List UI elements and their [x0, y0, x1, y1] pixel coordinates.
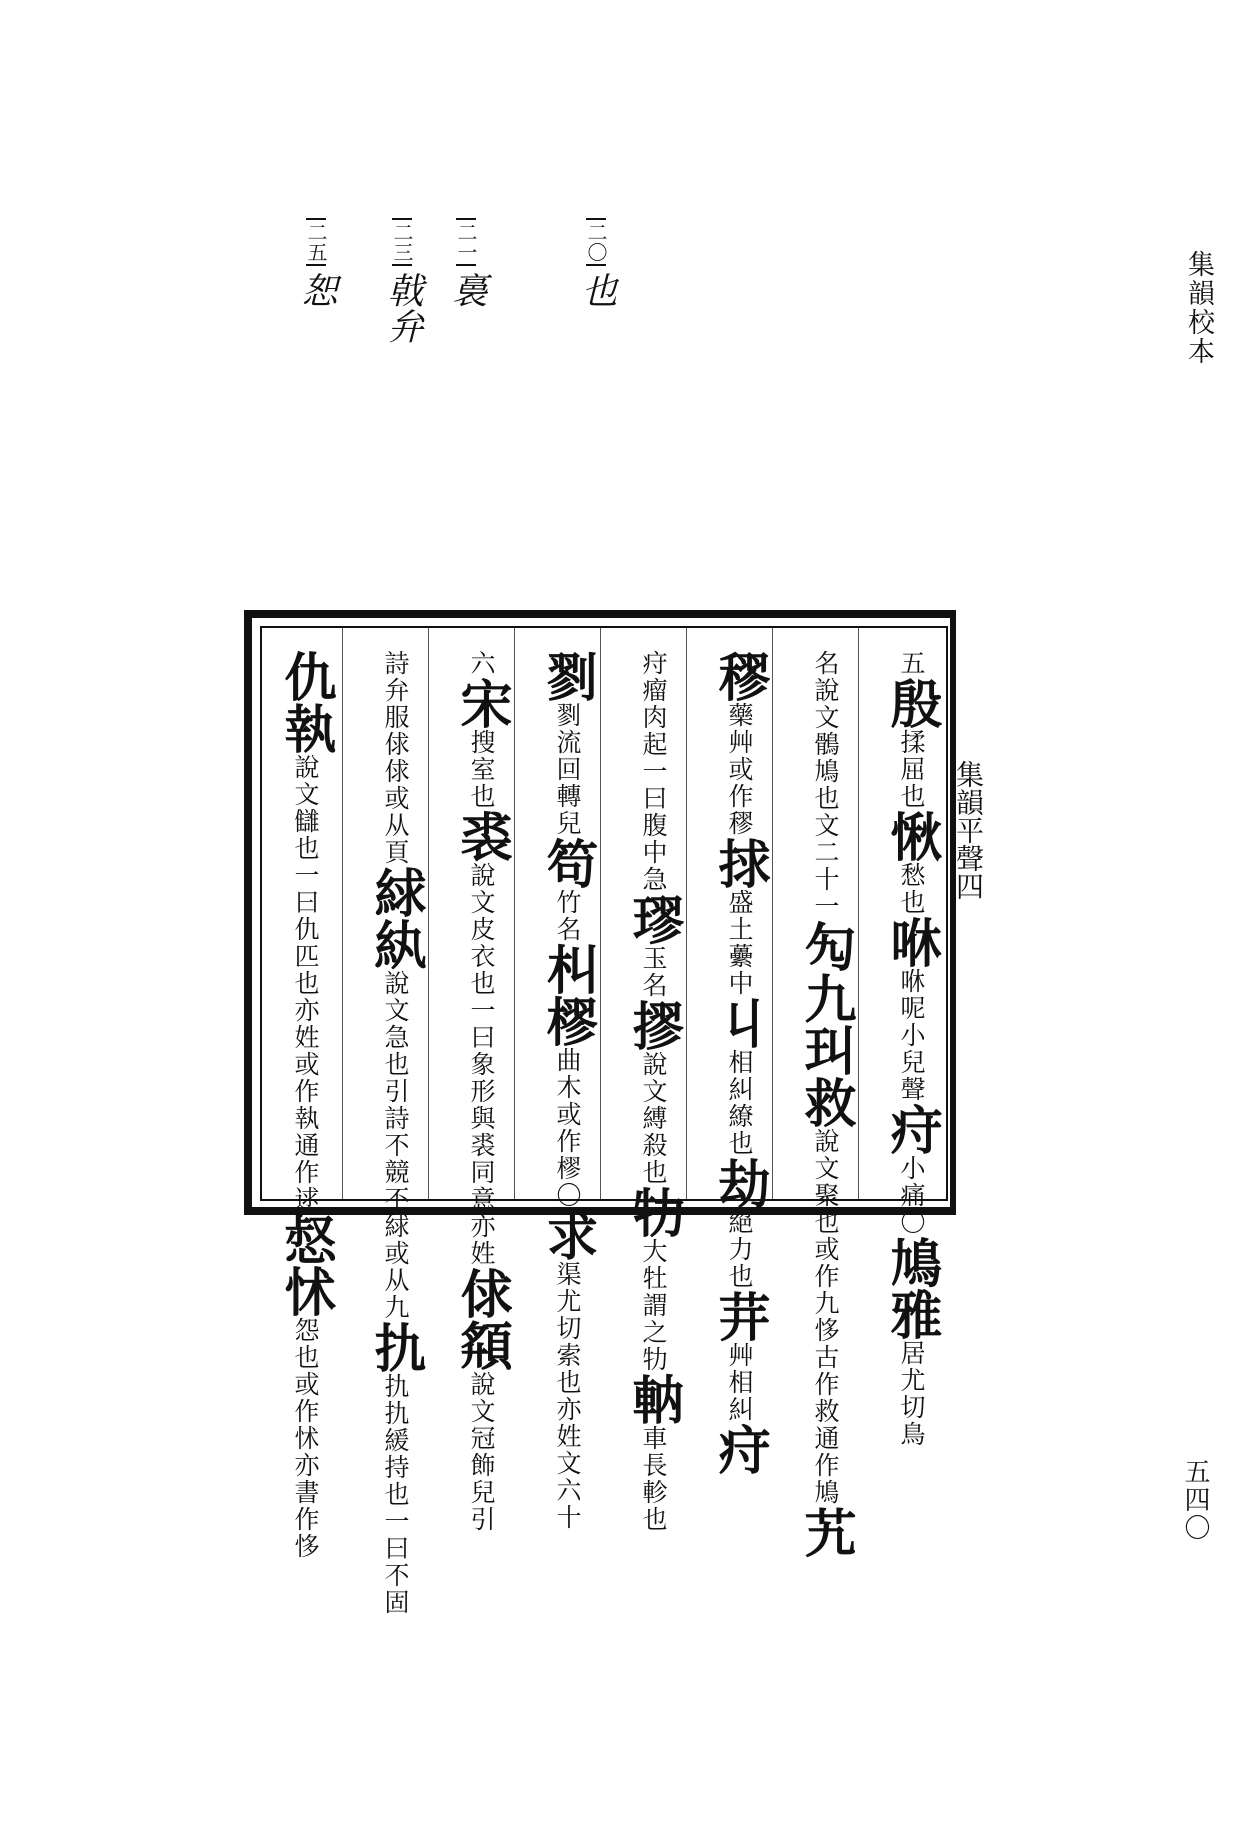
- headword: 樛: [537, 995, 598, 1047]
- text-column-5: [534, 650, 600, 1531]
- headword: 仇: [275, 650, 336, 702]
- gloss-text: 絕力也: [725, 1209, 754, 1290]
- note-text: 也: [576, 272, 617, 308]
- gloss-text: 說文縛殺也: [639, 1051, 668, 1186]
- text-column-4: [620, 650, 686, 1533]
- gloss-text: 渠尤切索也亦姓文六十: [553, 1261, 582, 1531]
- gloss-text: 大牡謂之牞: [639, 1238, 668, 1373]
- gloss-text: 盛土虆中: [725, 889, 754, 997]
- note-marker: 二五: [306, 218, 326, 266]
- gloss-text: 說文急也引詩不競不絿或从九: [381, 970, 410, 1321]
- column-rule: [428, 628, 429, 1199]
- note-marker: 二一: [456, 218, 476, 266]
- column-rule: [342, 628, 343, 1199]
- headword: 宋: [451, 677, 512, 729]
- gloss-text: 相糾繚也: [725, 1049, 754, 1157]
- gutter-rule: [954, 610, 956, 1215]
- headword: 艽: [795, 1506, 856, 1558]
- headword: 璆: [623, 893, 684, 945]
- text-column-1: [878, 650, 944, 1448]
- headword: 捄: [709, 837, 770, 889]
- column-rule: [858, 628, 859, 1199]
- note-20: [576, 218, 617, 308]
- headword: 剹: [537, 650, 598, 702]
- gloss-text: 六: [467, 650, 496, 677]
- headword: 求: [537, 1209, 598, 1261]
- gloss-text: 曲木或作樛: [553, 1047, 582, 1182]
- gloss-text: 車長軫也: [639, 1425, 668, 1533]
- gloss-text: 〇: [897, 1209, 926, 1236]
- gloss-text: 說文皮衣也一曰象形與裘同意亦姓: [467, 862, 496, 1267]
- headword: 怵: [275, 1265, 336, 1317]
- gloss-text: 說文讎也一曰仇匹也亦姓或作執通作逑: [291, 754, 320, 1213]
- gloss-text: 名說文鶻鳩也文二十一: [811, 650, 840, 920]
- headword: 執: [275, 702, 336, 754]
- gloss-text: 藥艸或作穋: [725, 702, 754, 837]
- headword: 疛: [709, 1423, 770, 1475]
- note-21: [446, 218, 487, 308]
- headword: 殷: [881, 677, 942, 729]
- gloss-text: 小痛: [897, 1155, 926, 1209]
- headword: 九: [795, 972, 856, 1024]
- gloss-text: 詩弁服俅俅或从頁: [381, 650, 410, 866]
- headword: 摎: [623, 999, 684, 1051]
- headword: 惄: [275, 1213, 336, 1265]
- note-text: 恕: [296, 272, 337, 308]
- text-column-8: [272, 650, 338, 1560]
- gloss-text: 說文聚也或作九恀古作救通作鳩: [811, 1128, 840, 1506]
- text-frame: [244, 610, 954, 1616]
- note-marker: 二〇: [586, 218, 606, 266]
- headword: 咻: [881, 916, 942, 968]
- headword: 劫: [709, 1157, 770, 1209]
- headword: 朻: [537, 943, 598, 995]
- headword: 穋: [709, 650, 770, 702]
- book-title: 集韻校本: [1183, 250, 1214, 366]
- page-number: 五四〇: [1180, 1458, 1210, 1542]
- gloss-text: 怨也或作怵亦書作恀: [291, 1317, 320, 1560]
- headword: 頯: [451, 1319, 512, 1371]
- gloss-text: 〇: [553, 1182, 582, 1209]
- gloss-text: 竹名: [553, 889, 582, 943]
- gloss-text: 說文冠飾兒引: [467, 1371, 496, 1533]
- headword: 疛: [881, 1103, 942, 1155]
- note-text: 戟弁: [382, 272, 423, 344]
- headword: 扏: [365, 1321, 426, 1373]
- headword: 笱: [537, 837, 598, 889]
- headword: 丩: [709, 997, 770, 1049]
- gloss-text: 搜室也: [467, 729, 496, 810]
- note-text: 裛: [446, 272, 487, 308]
- gloss-text: 揉屈也: [897, 729, 926, 810]
- gutter-title: 集韻平聲四: [952, 760, 985, 900]
- gloss-text: 玉名: [639, 945, 668, 999]
- headword: 牞: [623, 1186, 684, 1238]
- headword: 勼: [795, 920, 856, 972]
- text-column-6: [448, 650, 514, 1533]
- text-column-7: [362, 650, 428, 1616]
- headword: 軜: [623, 1373, 684, 1425]
- headword: 裘: [451, 810, 512, 862]
- gloss-text: 愁也: [897, 862, 926, 916]
- column-rule: [686, 628, 687, 1199]
- headword: 雅: [881, 1288, 942, 1340]
- column-rule: [600, 628, 601, 1199]
- text-column-3: [706, 650, 772, 1475]
- gloss-text: 居尤切鳥: [897, 1340, 926, 1448]
- gloss-text: 剹流回轉兒: [553, 702, 582, 837]
- headword: 鳩: [881, 1236, 942, 1288]
- note-25: [296, 218, 337, 308]
- gloss-text: 艸相糾: [725, 1342, 754, 1423]
- note-23: [382, 218, 423, 344]
- headword: 紈: [365, 918, 426, 970]
- gloss-text: 咻呢小兒聲: [897, 968, 926, 1103]
- text-frame-inner-border: [260, 626, 948, 1616]
- column-rule: [772, 628, 773, 1199]
- headword: 㺩: [795, 1024, 856, 1076]
- headword: 絿: [365, 866, 426, 918]
- gloss-text: 扏扏緩持也一曰不固: [381, 1373, 410, 1616]
- headword: 俅: [451, 1267, 512, 1319]
- column-rule: [514, 628, 515, 1199]
- text-column-2: [792, 650, 858, 1558]
- headword: 救: [795, 1076, 856, 1128]
- headword: 茾: [709, 1290, 770, 1342]
- gloss-text: 五: [897, 650, 926, 677]
- headword: 愀: [881, 810, 942, 862]
- gloss-text: 疛瘤肉起一曰腹中急: [639, 650, 668, 893]
- page-gutter: [952, 610, 985, 1215]
- note-marker: 二三: [392, 218, 412, 266]
